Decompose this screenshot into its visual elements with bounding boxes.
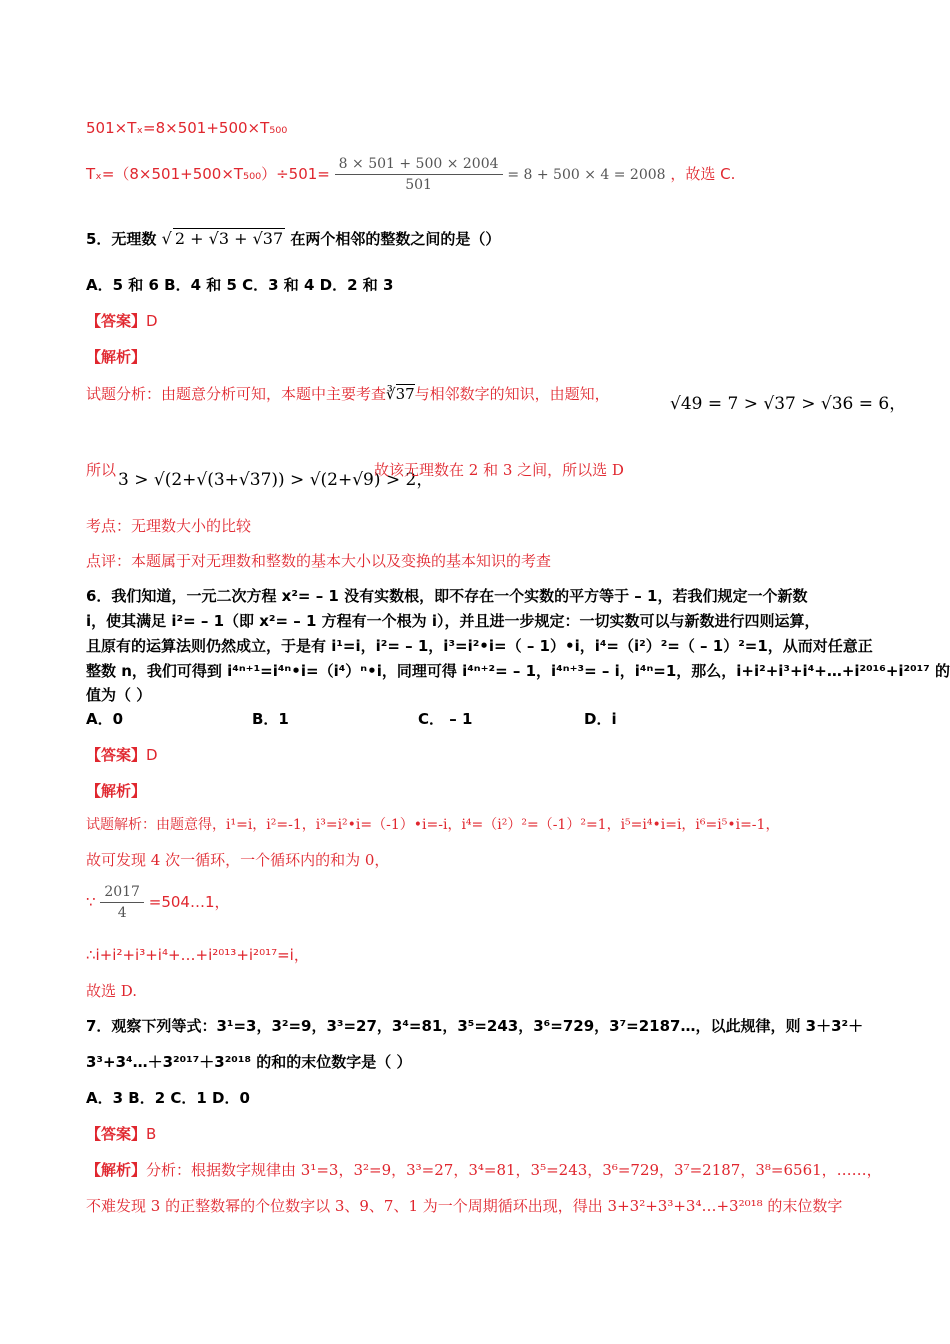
q5-stem [86,228,500,249]
q7-stem-line-1: 7．观察下列等式：3¹=3，3²=9，3³=27，3⁴=81，3⁵=243，3⁶=729，3⁷=2187…，以此规律，则 3＋3²＋ [86,1017,864,1035]
q6-stem-line-4: 整数 n，我们可得到 i⁴ⁿ⁺¹=i⁴ⁿ•i=（i⁴）ⁿ•i，同理可得 i⁴ⁿ⁺²= – 1，i⁴ⁿ⁺³= – i，i⁴ⁿ=1，那么，i+i²+i³+i⁴+…+i²⁰¹⁶+i²⁰¹⁷ 的 [86,662,950,680]
q6-solution-line-3: ∵ $\frac{2017}{4}$ =504…1， [86,884,230,921]
q5-analysis-tag: 【解析】 [86,348,147,366]
top-line-2-prefix: Tₓ=（8×501+500×T₅₀₀）÷501= [86,165,330,183]
q5-stem-suffix: 在两个相邻的整数之间的是（） [290,230,501,248]
q5-math-1: √49 = 7 > √37 > √36 = 6， [670,394,907,414]
q6-solution-line-4: ∴i+i²+i³+i⁴+…+i²⁰¹³+i²⁰¹⁷=i， [86,946,309,964]
q7-options: A．3 B．2 C．1 D．0 [86,1089,250,1107]
q5-dianping: 点评：本题属于对无理数和整数的基本大小以及变换的基本知识的考查 [86,552,552,570]
q6-stem-line-5: 值为（ ） [86,686,152,704]
q6-fraction: $\frac{2017}{4}$ [100,882,144,923]
q6-stem-line-1: 6．我们知道，一元二次方程 x²= – 1 没有实数根，即不存在一个实数的平方等于 – 1，若我们规定一个新数 [86,587,808,605]
q6-option-c: C． – 1 [418,710,473,728]
q6-options [86,709,617,729]
q6-answer: 【答案】D [86,746,158,764]
q7-stem-line-2: 3³+3⁴…＋3²⁰¹⁷＋3²⁰¹⁸ 的和的末位数字是（ ） [86,1053,412,1071]
q6-stem-line-2: i，使其满足 i²= – 1（即 x²= – 1 方程有一个根为 i），并且进一步规定：一切实数可以与新数进行四则运算， [86,612,820,630]
q5-math-2: 3 > √(2+√(3+√37)) > √(2+√9) > 2， [118,470,434,490]
q6-option-b: B．1 [252,710,289,728]
top-fraction [335,154,503,195]
q5-kaodian: 考点：无理数大小的比较 [86,517,252,535]
top-fraction-rest: = 8 + 500 × 4 = 2008 [507,167,666,183]
top-fraction-numerator: 8 × 501 + 500 × 2004 [335,154,503,175]
q7-answer: 【答案】B [86,1125,157,1143]
q6-solution-line-5: 故选 D. [86,982,138,1000]
q5-analysis-line-2: 所以 [86,461,117,479]
q5-radical: √ 2 + √3 + √37 [161,229,284,248]
top-line-1: 501×Tₓ=8×501+500×T₅₀₀ [86,119,288,137]
q6-analysis-tag: 【解析】 [86,782,147,800]
q6-option-a: A．0 [86,710,124,728]
q7-analysis-line-1: 【解析】分析：根据数字规律由 3¹=3，3²=9，3³=27，3⁴=81，3⁵=243，3⁶=729，3⁷=2187，3⁸=6561，……， [86,1161,882,1179]
q6-solution-line-2: 故可发现 4 次一循环，一个循环内的和为 0， [86,851,390,869]
q6-option-d: D．i [584,710,617,728]
q6-stem-line-3: 且原有的运算法则仍然成立，于是有 i¹=i，i²= – 1，i³=i²•i=（ – 1）•i，i⁴=（i²）²=（ – 1）²=1，从而对任意正 [86,637,873,655]
top-line-2-suffix: ，故选 C. [670,165,736,183]
q6-solution-line-1: 试题解析：由题意得，i¹=i，i²=-1，i³=i²•i=（-1）•i=-i，i⁴=（i²）²=（-1）²=1，i⁵=i⁴•i=i，i⁶=i⁵•i=-1， [86,817,780,833]
top-line-2 [86,154,735,195]
q5-analysis-line-2b: 故该无理数在 2 和 3 之间，所以选 D [374,461,624,479]
q5-options: A．5 和 6 B．4 和 5 C．3 和 4 D．2 和 3 [86,276,394,294]
top-fraction-denominator: 501 [405,177,432,193]
q5-analysis-line-1: 试题分析：由题意分析可知，本题中主要考查∛37与相邻数字的知识，由题知， [86,385,610,403]
q5-stem-prefix: 5．无理数 [86,230,157,248]
q5-answer: 【答案】D [86,312,158,330]
q7-analysis-line-2: 不难发现 3 的正整数幂的个位数字以 3、9、7、1 为一个周期循环出现，得出 3+3²+3³+3⁴…+3²⁰¹⁸ 的末位数字 [86,1197,843,1215]
